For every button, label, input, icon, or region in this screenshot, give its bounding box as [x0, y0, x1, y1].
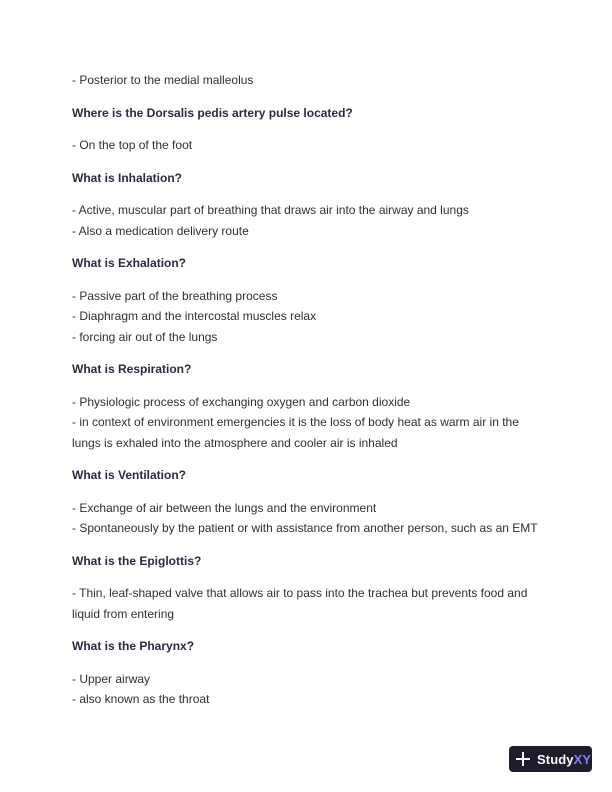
answer-block — [72, 392, 552, 454]
answer-line: - Diaphragm and the intercostal muscles relax — [72, 309, 317, 323]
studyxy-badge[interactable] — [509, 746, 592, 772]
qa-section — [72, 636, 552, 710]
qa-section — [72, 551, 552, 625]
answer-paragraph: - in context of environment emergencies it is the loss of body heat as warm air in the lungs is exhaled into the atmosphere and cooler air is inhaled — [72, 415, 519, 450]
intro-line: - Posterior to the medial malleolus — [72, 73, 254, 87]
answer-paragraph: - Thin, leaf-shaped valve that allows air to pass into the trachea but prevents food and liquid from entering — [72, 586, 528, 621]
answer-line: - forcing air out of the lungs — [72, 329, 218, 344]
answer-line: - Physiologic process of exchanging oxygen and carbon dioxide — [72, 394, 411, 409]
question-heading: What is Respiration? — [72, 362, 192, 376]
qa-section — [72, 253, 552, 347]
question-heading: What is the Epiglottis? — [72, 553, 202, 568]
answer-line: - Spontaneously by the patient or with assistance from another person, such as an EMT — [72, 521, 538, 535]
answer-block — [72, 669, 552, 710]
qa-section — [72, 168, 552, 242]
answer-line: - Also a medication delivery route — [72, 223, 249, 238]
question-heading: What is Exhalation? — [72, 256, 187, 270]
question-heading: Where is the Dorsalis pedis artery pulse located? — [72, 105, 353, 120]
answer-line: - Passive part of the breathing process — [72, 288, 278, 303]
answer-line: - On the top of the foot — [72, 138, 193, 152]
answer-line: - also known as the throat — [72, 692, 210, 706]
plus-icon — [515, 751, 531, 767]
qa-section — [72, 359, 552, 453]
brand-main: Study — [537, 751, 574, 767]
question-heading: What is Ventilation? — [72, 468, 187, 482]
brand-accent: XY — [573, 751, 592, 767]
question-heading: What is the Pharynx? — [72, 639, 195, 653]
qa-section — [72, 103, 552, 156]
answer-line: - Upper airway — [72, 671, 151, 686]
answer-line: - Active, muscular part of breathing that draws air into the airway and lungs — [72, 203, 469, 217]
answer-line: - Exchange of air between the lungs and the environment — [72, 500, 377, 515]
answer-block — [72, 200, 552, 241]
answer-block — [72, 583, 552, 624]
qa-section — [72, 465, 552, 539]
answer-block — [72, 286, 552, 348]
document-content — [72, 70, 552, 710]
answer-block — [72, 135, 552, 156]
answer-block — [72, 498, 552, 539]
brand-name — [537, 752, 591, 767]
question-heading: What is Inhalation? — [72, 170, 182, 185]
